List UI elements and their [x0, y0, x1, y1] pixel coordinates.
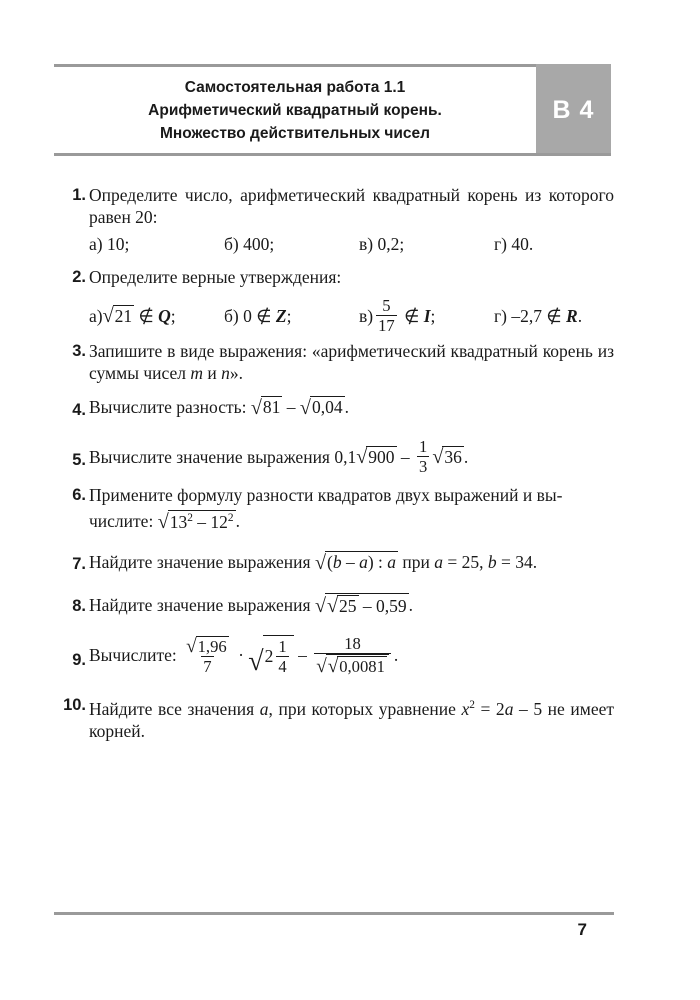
fraction — [314, 634, 391, 676]
task-number: 8. — [72, 597, 86, 615]
variable: a — [259, 698, 269, 719]
radical-sign-icon: √ — [326, 595, 339, 618]
numerator: 5 — [382, 296, 391, 315]
denominator: 3 — [419, 457, 428, 477]
radicand: $13^2 - 12^2$ — [169, 511, 234, 532]
radical-sign-icon: √ — [157, 510, 169, 533]
task-number: 5. — [72, 451, 86, 469]
sqrt-expression — [103, 305, 135, 326]
task-text: Вычислите: √ 1,96 7 · √ 2 $\frac{1}{4}$ – 18 √ √ 0,0081 . — [89, 634, 399, 678]
option-a — [89, 305, 224, 327]
sqrt-expression — [356, 446, 396, 467]
denominator: 4 — [278, 656, 287, 676]
denominator: 7 — [203, 656, 212, 676]
number-set: R — [566, 305, 578, 326]
variable: m — [190, 363, 204, 383]
radical-sign-icon: √ — [314, 551, 326, 574]
task-text: Запишите в виде выражения: «арифметический квадратный корень из суммы чисел m и n». — [89, 341, 614, 383]
task-text: Найдите значение выражения √ √ 25 – 0,59 . — [89, 594, 414, 618]
sqrt-expression — [327, 595, 359, 616]
sqrt-expression — [432, 446, 464, 467]
task-number: 10. — [63, 696, 86, 714]
radicand: 0,04 — [311, 397, 343, 418]
radicand: 25 — [339, 596, 357, 616]
option-c: в) 0,2; — [359, 234, 405, 254]
answer-options — [89, 233, 614, 255]
task-text: Определите число, арифметический квадратный корень из которого равен 20: — [89, 185, 614, 227]
option-a: а) 10; — [89, 234, 130, 254]
worksheet-header — [54, 64, 611, 156]
answer-options — [89, 296, 614, 335]
radical-sign-icon: √ — [299, 396, 311, 419]
radical-sign-icon: √ — [102, 305, 114, 328]
header-titles — [54, 67, 536, 153]
task-text: Найдите значение выражения √ (b – a) : a при a = 25, b = 34. — [89, 551, 538, 574]
option-label: б) 0 ∉ — [224, 305, 276, 326]
fraction — [184, 635, 231, 676]
sqrt-expression — [251, 396, 283, 417]
task-text: Найдите все значения a, при которых уравнение $x^2 = 2a - 5$ не имеет корней. — [89, 698, 614, 741]
option-b: б) 400; — [224, 234, 275, 254]
task-text: Вычислите разность: √ 81 – √ 0,04 . — [89, 396, 349, 419]
radicand: 0,0081 — [339, 657, 385, 677]
option-d: г) 40. — [494, 234, 534, 254]
task-text: Вычислите значение выражения 0,1 √ 900 – $\frac{1}{3}$ √ 36 . — [89, 437, 469, 477]
number-set: Q — [158, 305, 171, 326]
option-b — [224, 305, 359, 327]
sqrt-expression — [186, 636, 229, 656]
option-label: а) — [89, 305, 103, 326]
header-bottom-rule — [54, 153, 611, 156]
radical-sign-icon: √ — [250, 396, 262, 419]
task-number: 1. — [72, 186, 86, 204]
denominator — [314, 653, 391, 676]
radicand: 1,96 — [197, 636, 227, 656]
numerator: 18 — [344, 634, 361, 653]
relation: ∉ — [399, 305, 424, 326]
sqrt-expression — [248, 635, 293, 676]
radicand: 2 $\frac{1}{4}$ — [263, 635, 294, 676]
relation: ∉ — [134, 305, 159, 326]
variant-badge: В 4 — [536, 64, 611, 156]
option-label: г) –2,7 ∉ — [494, 305, 566, 326]
sqrt-expression — [315, 593, 409, 616]
numerator: 1 — [419, 437, 428, 456]
radical-sign-icon: √ — [314, 595, 326, 618]
radical-sign-icon: √ — [186, 635, 197, 657]
variable: n — [221, 363, 230, 383]
task-number: 3. — [72, 342, 86, 360]
number-set: Z — [275, 305, 287, 326]
task-number: 4. — [72, 401, 86, 419]
task-text: Примените формулу разности квадратов двух выражений и вы- — [89, 485, 563, 505]
radical-sign-icon: √ — [248, 645, 264, 677]
radical-sign-icon: √ — [432, 446, 444, 469]
punct: . — [577, 305, 583, 326]
punct: ; — [430, 305, 436, 326]
punct: ; — [170, 305, 176, 326]
fraction — [417, 437, 429, 476]
fraction — [376, 296, 397, 335]
fraction — [276, 637, 288, 676]
numerator — [184, 635, 231, 656]
header-title-line3: Множество действительных чисел — [159, 124, 431, 142]
denominator: 17 — [378, 316, 395, 336]
page-number: 7 — [577, 920, 587, 939]
radical-sign-icon: √ — [327, 656, 339, 678]
sqrt-expression — [158, 510, 236, 532]
option-label: в) — [359, 305, 374, 326]
sqrt-expression — [300, 396, 345, 417]
sqrt-expression — [328, 656, 387, 676]
number-set: I — [423, 305, 431, 326]
sqrt-expression — [316, 654, 389, 676]
radical-sign-icon: √ — [356, 446, 368, 469]
variable: x — [461, 698, 470, 719]
footer-rule — [54, 912, 614, 915]
header-title-line1: Самостоятельная работа 1.1 — [184, 78, 406, 96]
radicand: (b – a) : a — [326, 552, 397, 573]
option-c — [359, 296, 494, 335]
radicand: 81 — [262, 397, 281, 418]
task-number: 9. — [72, 651, 86, 669]
radicand: 900 — [368, 446, 395, 467]
task-text-line2: числите: √ $13^2 - 12^2$ . — [89, 510, 240, 533]
variable: a — [504, 698, 514, 719]
radicand: 21 — [114, 305, 133, 326]
header-title-line2: Арифметический квадратный корень. — [148, 101, 442, 119]
task-number: 7. — [72, 555, 86, 573]
radicand: 36 — [444, 446, 462, 467]
task-number: 2. — [72, 268, 86, 286]
numerator: 1 — [278, 636, 287, 656]
task-text: Определите верные утверждения: — [89, 267, 342, 287]
option-d — [494, 305, 582, 327]
radicand — [326, 654, 389, 676]
radicand: √ 25 – 0,59 — [325, 593, 409, 616]
radical-sign-icon: √ — [316, 656, 327, 678]
punct: ; — [286, 305, 292, 326]
sqrt-expression — [315, 551, 398, 572]
task-number: 6. — [72, 486, 86, 504]
